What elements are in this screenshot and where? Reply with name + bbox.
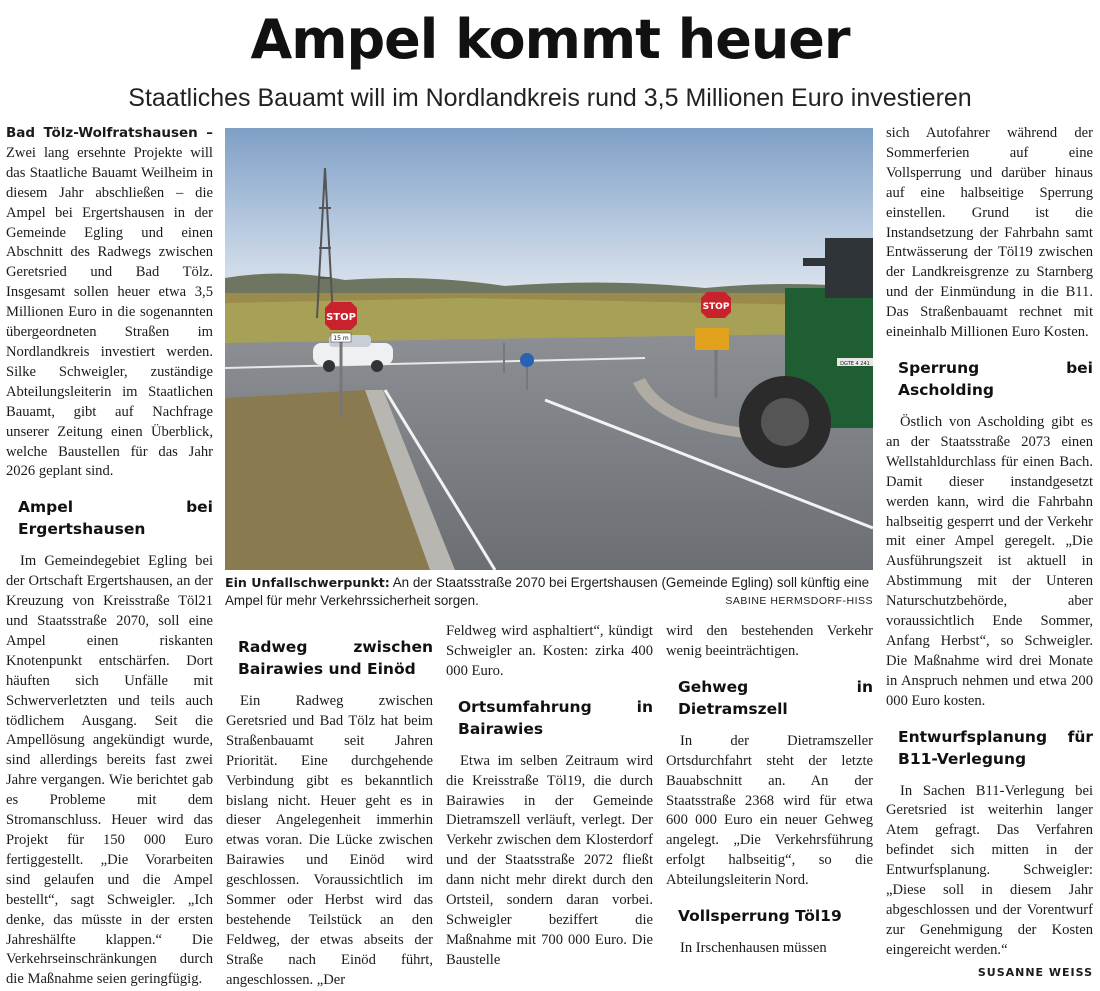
subheadline: Staatliches Bauamt will im Nordlandkreis rund 3,5 Millionen Euro investieren (128, 84, 972, 112)
paragraph-ortsumfahrung: Etwa im selben Zeitraum wird die Kreisstraße Töl19, die durch Bairawies in der Gemeinde Dietramszell verläuft, verlegt. Der Verkehr zwischen dem Klosterdorf und der Staatsstraße 2072 fließt dann nicht mehr direkt durch den Ortsteil, sondern daran vorbei. Schweigler beziffert die Maßnahme mit 700 000 Euro. Die Baustelle (446, 752, 653, 968)
subheading-sperrung: Sperrung bei Ascholding (898, 358, 1093, 399)
paragraph-radweg: Ein Radweg zwischen Geretsried und Bad Tölz hat beim Straßenbauamt seit Jahren Priorität. Eine durchgehende Verbindung gibt es bekanntlich bislang nicht. Heuer geht es in dieser Angelegenheit immerhin etwas voran. Die Lücke zwischen Bairawies und Einöd wird geschlossen. Voraussichtlich im Sommer oder Herbst wird das bestehende Teilstück an den Feldweg, der etwas abseits der Straße nach Einöd führt, angeschlossen. „Der (226, 693, 433, 988)
column-4 (666, 622, 873, 959)
paragraph-vollsperrung: In Irschenhausen müssen (680, 940, 827, 957)
intro-paragraph (6, 124, 213, 482)
subheading-gehweg: Gehweg in Dietramszell (678, 677, 873, 718)
column-5 (886, 124, 1093, 983)
author-byline: SUSANNE WEISS (977, 965, 1093, 979)
paragraph-vollsperrung-continued: sich Autofahrer während der Sommerferien auf eine Vollsperrung und darüber hinaus auf eine halbseitige Sperrung einstellen. Grund ist die Instandsetzung der Fahrbahn samt Entwässerung der Töl19 zwischen der Landkreisgrenze zu Starnberg und der Einmündung in die B11. Das Straßenbauamt rechnet mit eineinhalb Millionen Euro Kosten. (886, 125, 1093, 341)
paragraph-sperrung: Östlich von Ascholding gibt es an der Staatsstraße 2073 einen Wellstahldurchlass für einen Bach. Damit dieser instandgesetzt werden kann, wird die Fahrbahn halbseitig gesperrt und der Verkehr mit einer Ampel geregelt. „Die Ausführungszeit ist aktuell in Abstimmung mit der Unteren Naturschutzbehörde, aber voraussichtlich Ende Sommer, Anfang Herbst“, so Schweigler. Die Maßnahme wird drei Monate in Anspruch nehmen und etwa 200 000 Euro kosten. (886, 413, 1093, 709)
subheading-ampel: Ampel bei Ergertshausen (18, 498, 213, 539)
column-2 (226, 622, 433, 991)
headline: Ampel kommt heuer (250, 8, 850, 71)
paragraph-entwurf: In Sachen B11-Verlegung bei Geretsried ist weiterhin langer Atem gefragt. Das Verfahren befindet sich mitten in der Entwurfsplanung. Schweigler: „Diese soll in diesem Jahr abgeschlossen und der Vorentwurf zur Genehmigung der Kosten eingereicht werden.“ (886, 782, 1093, 958)
intro-text: Zwei lang ersehnte Projekte will das Staatliche Bauamt Weilheim in diesem Jahr abschließen – die Ampel bei Ergertshausen in der Gemeinde Egling und einen Abschnitt des Radwegs zwischen Geretsried und Bad Tölz. Insgesamt sollen heuer etwa 3,5 Millionen Euro in die sogenannten übergeordneten Straßen im Nordlandkreis investiert werden. Silke Schweigler, zuständige Abteilungsleiterin im Staatlichen Bauamt, gibt auf Nachfrage unserer Zeitung einen Überblick, welche Baustellen für das Jahr 2026 geplant sind. (6, 144, 213, 480)
svg-text:STOP: STOP (326, 312, 356, 323)
subheading-ortsumfahrung: Ortsumfahrung in Bairawies (458, 697, 653, 738)
subheading-entwurf: Entwurfsplanung für B11-Verlegung (898, 727, 1093, 768)
column-3 (446, 622, 653, 971)
svg-text:15 m: 15 m (333, 335, 349, 342)
caption-text: An der Staatsstraße 2070 bei Ergertshausen (Gemeinde Egling) soll künftig eine Ampel für mehr Verkehrssicherheit sorgen. (225, 575, 870, 608)
lead-place: Bad Tölz-Wolfratshausen – (6, 125, 213, 141)
photo-credit: SABINE HERMSDORF-HISS (725, 595, 873, 607)
paragraph-radweg-continued: Feldweg wird asphaltiert“, kündigt Schweigler an. Kosten: zirka 400 000 Euro. (446, 623, 653, 679)
paragraph-gehweg: In der Dietramszeller Ortsdurchfahrt steht der letzte Bauabschnitt an. An der Staatsstraße 2368 wird für etwa 600 000 Euro ein neuer Gehweg angelegt. „Die Verkehrsführung erfolgt halbseitig“, so die Abteilungsleiterin Nord. (666, 732, 873, 889)
paragraph-ortsumfahrung-continued: wird den bestehenden Verkehr wenig beeinträchtigen. (666, 623, 873, 659)
photo-caption (225, 574, 873, 610)
paragraph-ampel: Im Gemeindegebiet Egling bei der Ortschaft Ergertshausen, an der Kreuzung von Kreisstraße Töl21 und Staatsstraße 2070, soll eine Ampel einen riskanten Knotenpunkt entschärfen. Dort häuften sich Unfälle mit Schwerverletzten und teils auch tödlichem Ausgang. Seit die Ampellösung angekündigt wurde, sind allerdings bereits fast zwei Jahre vergangen. Wie berichtet gab es Probleme mit dem Stromanschluss. Heuer wird das Projekt für 150 000 Euro fertiggestellt. „Die Vorarbeiten sind gelaufen und die Ampel bestellt“, sagt Schweigler. „Ich denke, das müsste in der ersten Jahreshälfte klappen.“ Die Verkehrseinschränkungen durch die Maßnahme seien geringfügig. (6, 553, 213, 988)
svg-text:DGTE 4 241: DGTE 4 241 (840, 361, 870, 367)
caption-lead: Ein Unfallschwerpunkt: (225, 575, 390, 590)
svg-text:STOP: STOP (702, 302, 730, 312)
road-intersection-photo (225, 128, 873, 570)
column-1 (6, 124, 213, 990)
article-photo (225, 128, 873, 570)
subheading-vollsperrung: Vollsperrung Töl19 (678, 907, 842, 926)
subheading-radweg: Radweg zwischen Bairawies und Einöd (238, 638, 433, 678)
